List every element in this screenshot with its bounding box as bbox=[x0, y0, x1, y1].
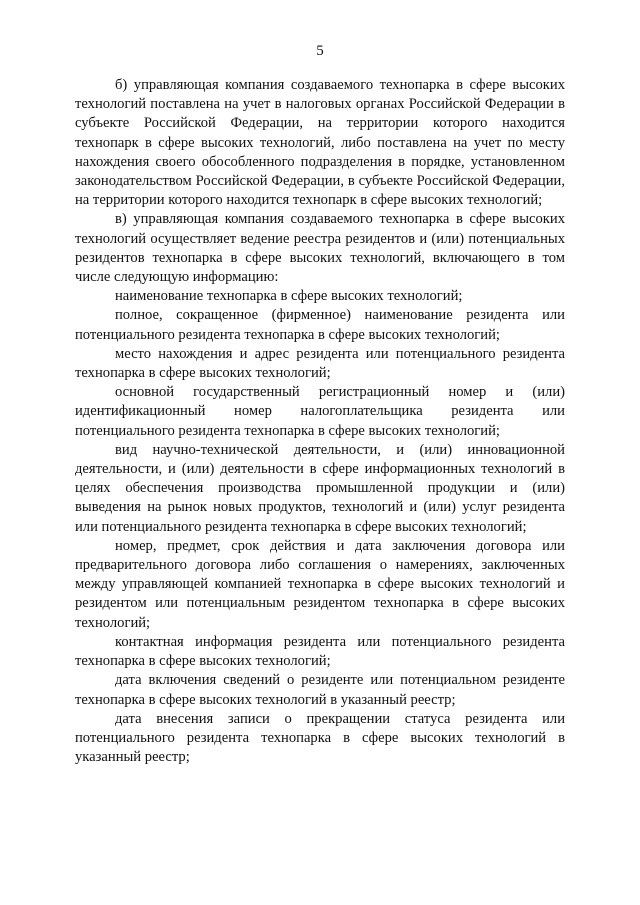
registry-item-technopark-name: наименование технопарка в сфере высоких технологий; bbox=[115, 288, 463, 305]
registry-item-resident-address: место нахождения и адрес резидента или потенциального резидента технопарка в сфере высоких технологий; bbox=[75, 345, 565, 382]
registry-item-status-termination-date: дата внесения записи о прекращении статуса резидента или потенциального резидента технопарка в сфере высоких технологий в указанный реестр; bbox=[75, 710, 565, 766]
document-body bbox=[75, 76, 565, 767]
registry-item-agreement-details: номер, предмет, срок действия и дата заключения договора или предварительного договора либо соглашения о намерениях, заключенных между управляющей компанией технопарка в сфере высоких технологий и резидентом или потенциальным резидентом технопарка в сфере высоких технологий; bbox=[75, 537, 565, 631]
page-number: 5 bbox=[316, 43, 324, 59]
registry-item-inclusion-date: дата включения сведений о резиденте или потенциальном резиденте технопарка в сфере высоких технологий в указанный реестр; bbox=[75, 672, 565, 708]
paragraph-v-registry: в) управляющая компания создаваемого технопарка в сфере высоких технологий осуществляет ведение реестра резидентов и (или) потенциальных резидентов технопарка в сфере высоких технологий, включающего в том числе следующую информацию: bbox=[75, 211, 565, 286]
registry-item-contact-info: контактная информация резидента или потенциального резидента технопарка в сфере высоких технологий; bbox=[75, 633, 565, 670]
registry-item-resident-name: полное, сокращенное (фирменное) наименование резидента или потенциального резидента технопарка в сфере высоких технологий; bbox=[75, 307, 565, 343]
paragraph-b-tax-registration: б) управляющая компания создаваемого технопарка в сфере высоких технологий поставлена на учет в налоговых органах Российской Федерации в субъекте Российской Федерации, на территории которого находится технопарк в сфере высоких технологий, либо поставлена на учет по месту нахождения своего обособленного подразделения в порядке, установленном законодательством Российской Федерации, в субъекте Российской Федерации, на территории которого находится технопарк в сфере высоких технологий; bbox=[75, 77, 565, 209]
registry-item-activity-type: вид научно-технической деятельности, и (или) инновационной деятельности, и (или) деятельности в сфере информационных технологий в целях обеспечения производства промышленной продукции и (или) выведения на рынок новых продуктов, технологий и (или) услуг резидента или потенциального резидента технопарка в сфере высоких технологий; bbox=[75, 441, 565, 535]
registry-item-registration-numbers: основной государственный регистрационный номер и (или) идентификационный номер налогоплательщика резидента или потенциального резидента технопарка в сфере высоких технологий; bbox=[75, 384, 565, 439]
